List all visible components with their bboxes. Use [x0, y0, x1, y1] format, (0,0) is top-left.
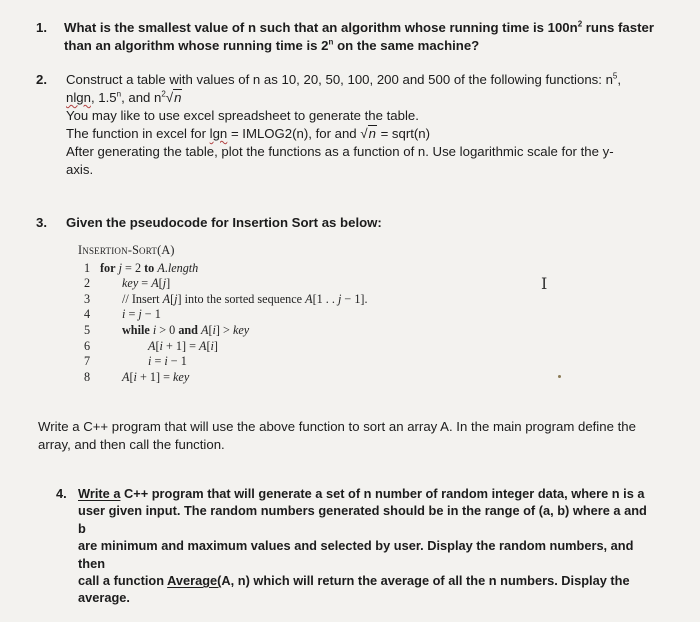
- sqrt-symbol: √n: [165, 90, 182, 105]
- code-line: 1 for j = 2 to A.length: [84, 260, 199, 275]
- question-4-line-2: user given input. The random numbers generated should be in the range of (a, b) where a and b: [78, 503, 647, 536]
- question-1-line-1: What is the smallest value of n such that an algorithm whose running time is $100n^2$ runs faster: [64, 19, 654, 35]
- code-line: 4 i = j − 1: [84, 307, 161, 322]
- code-line: 2 key = A[j]: [84, 276, 171, 291]
- question-4-number: 4.: [56, 486, 67, 501]
- question-3-task-line-1: Write a C++ program that will use the above function to sort an array A. In the main program define the: [38, 419, 636, 434]
- question-1-number: 1.: [36, 20, 47, 35]
- question-2-line-5: After generating the table, plot the functions as a function of n. Use logarithmic scale for the y-: [66, 144, 614, 159]
- lgn-term: lgn: [209, 126, 228, 141]
- code-line: 6 A[i + 1] = A[i]: [84, 338, 218, 353]
- sqrt-symbol-2: √n: [360, 126, 376, 141]
- question-4-line-5: average.: [78, 590, 130, 606]
- question-4-line-1: Write a C++ program that will generate a set of n number of random integer data, where n is a: [78, 486, 645, 501]
- question-4-line-4: call a function Average(A, n) which will return the average of all the n numbers. Display the: [78, 573, 630, 589]
- question-2-line-6: axis.: [66, 162, 94, 177]
- code-line: 7 i = i − 1: [84, 354, 187, 369]
- question-2-line-1: Construct a table with values of n as 10, 20, 50, 100, 200 and 500 of the following functions: $n^5$,: [66, 71, 622, 87]
- code-line: 3 // Insert A[j] into the sorted sequence A[1 . . j − 1].: [84, 291, 368, 306]
- question-2-line-3: You may like to use excel spreadsheet to generate the table.: [66, 108, 419, 123]
- speck: [558, 375, 561, 378]
- question-1-line-2: than an algorithm whose running time is 2$^n$ on the same machine?: [64, 37, 480, 53]
- pseudocode-block: [78, 243, 368, 385]
- code-line: 5 while i > 0 and A[i] > key: [84, 322, 250, 337]
- question-3-task-line-2: array, and then call the function.: [38, 437, 225, 452]
- question-2-line-2: nlgn, 1.5$^n$, and $n^2√n$: [66, 89, 182, 105]
- question-4-line-3: are minimum and maximum values and selected by user. Display the random numbers, and then: [78, 538, 634, 571]
- code-line: 8 A[i + 1] = key: [84, 369, 190, 384]
- nlgn-term: nlgn: [66, 90, 91, 105]
- question-3-task: [38, 418, 678, 454]
- question-2-line-4: The function in excel for lgn = IMLOG2(n), for and √n = sqrt(n): [66, 126, 431, 141]
- question-3-heading: Given the pseudocode for Insertion Sort as below:: [66, 215, 382, 230]
- pseudocode-title: Insertion-Sort(A): [78, 243, 175, 257]
- question-3: [36, 214, 666, 232]
- question-1: [36, 19, 684, 55]
- question-2-number: 2.: [36, 72, 47, 87]
- question-4: [56, 485, 658, 607]
- text-cursor-icon: I: [541, 274, 548, 293]
- question-3-number: 3.: [36, 215, 47, 230]
- question-2: [36, 71, 686, 179]
